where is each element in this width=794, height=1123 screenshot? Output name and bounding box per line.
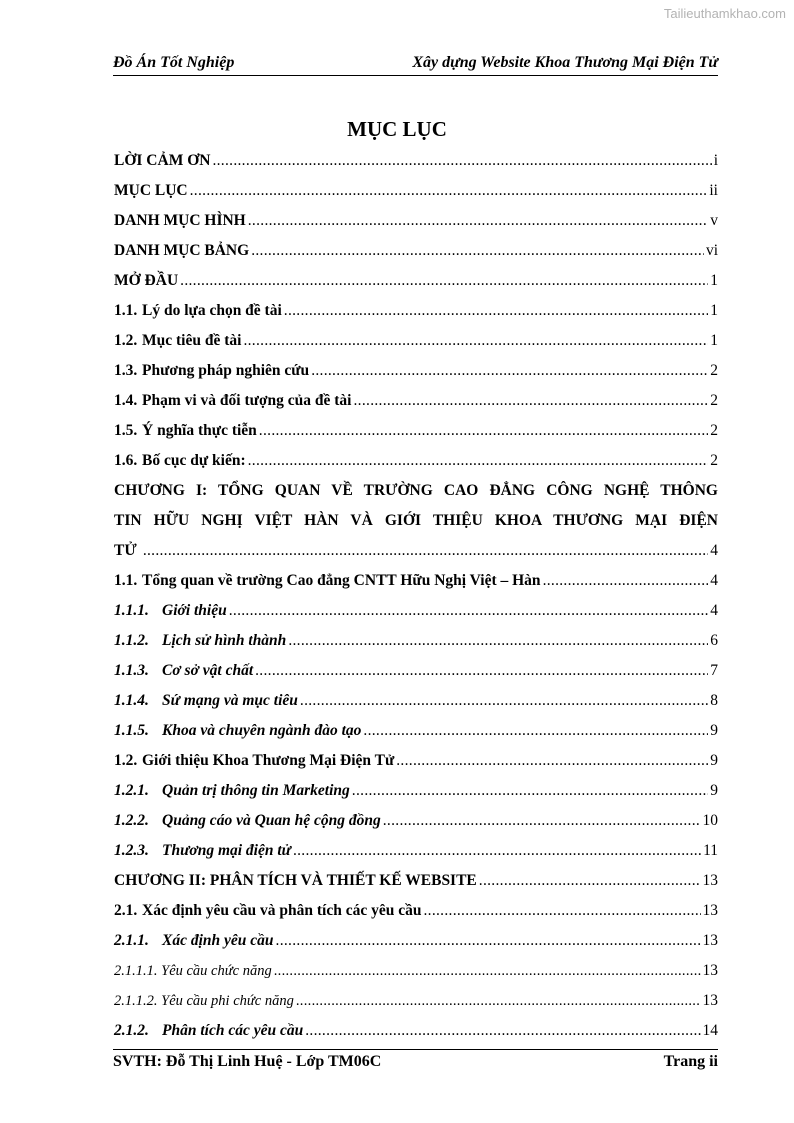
toc-entry-page: 14 [702, 1022, 718, 1039]
toc-leader-dots [276, 926, 701, 956]
toc-entry[interactable] [114, 596, 718, 626]
toc-leader-dots [243, 326, 708, 356]
toc-entry-page: 4 [710, 572, 718, 589]
toc-entry-text: MỞ ĐẦU [114, 272, 179, 289]
toc-leader-dots [543, 566, 709, 596]
toc-leader-dots [363, 716, 708, 746]
toc-entry-text: Bố cục dự kiến: [142, 452, 246, 469]
toc-entry-page: 11 [703, 842, 718, 859]
toc-entry-text: Xác định yêu cầu [162, 932, 274, 949]
toc-entry-number: 1.2.2. [114, 812, 149, 829]
toc-leader-dots [288, 626, 708, 656]
toc-entry[interactable] [114, 146, 718, 176]
toc-entry-number: 1.1.4. [114, 692, 149, 709]
toc-leader-dots [311, 356, 708, 386]
toc-entry-page: 2 [710, 362, 718, 379]
watermark: Tailieuthamkhao.com [663, 6, 786, 21]
toc-entry-page: 6 [710, 632, 718, 649]
toc-entry-number: 1.1. [114, 302, 138, 319]
toc-leader-dots [293, 836, 701, 866]
toc-leader-dots [259, 416, 708, 446]
toc-entry[interactable] [114, 836, 718, 866]
toc-entry[interactable] [114, 356, 718, 386]
toc-entry-page: 13 [702, 962, 718, 979]
toc-entry-text: Giới thiệu Khoa Thương Mại Điện Tử [142, 752, 395, 769]
chapter-line-3-row [114, 536, 718, 566]
toc-entry-page: 9 [710, 782, 718, 799]
footer-page-number: Trang ii [663, 1053, 718, 1070]
toc-entry[interactable] [114, 656, 718, 686]
toc-entry[interactable] [114, 866, 718, 896]
toc-leader-dots [212, 146, 711, 176]
toc-entry-text: Phân tích các yêu cầu [162, 1022, 304, 1039]
toc-entry-page: ii [709, 182, 718, 199]
toc-leader-dots [383, 806, 701, 836]
toc-entry-page: 9 [710, 722, 718, 739]
toc-leader-dots [143, 536, 708, 566]
toc-entry-page: 10 [702, 812, 718, 829]
toc-entry-text: 2.1.1.1. Yêu cầu chức năng [114, 963, 272, 979]
toc-entry-text: Quảng cáo và Quan hệ cộng đồng [162, 812, 381, 829]
toc-leader-dots [479, 866, 701, 896]
toc-entry-page: 7 [710, 662, 718, 679]
toc-entry-text: Sứ mạng và mục tiêu [162, 692, 298, 709]
toc-entry[interactable] [114, 176, 718, 206]
toc-leader-dots [274, 956, 701, 986]
toc-leader-dots [229, 596, 709, 626]
toc-leader-dots [396, 746, 708, 776]
table-of-contents [114, 146, 718, 1046]
toc-entry-number: 1.3. [114, 362, 138, 379]
toc-entry[interactable] [114, 926, 718, 956]
toc-entry[interactable] [114, 686, 718, 716]
toc-leader-dots [180, 266, 708, 296]
toc-leader-dots [284, 296, 708, 326]
toc-entry[interactable] [114, 206, 718, 236]
toc-entry-number: 1.6. [114, 452, 138, 469]
toc-entry-text: Phạm vi và đối tượng của đề tài [142, 392, 352, 409]
toc-entry-text: Lý do lựa chọn đề tài [142, 302, 282, 319]
toc-entry-number: 1.1.3. [114, 662, 149, 679]
toc-entry-page: 9 [710, 752, 718, 769]
toc-entry[interactable] [114, 956, 718, 986]
toc-leader-dots [352, 776, 708, 806]
toc-entry[interactable] [114, 986, 718, 1016]
toc-entry-text: MỤC LỤC [114, 182, 188, 199]
toc-entry-page: v [710, 212, 718, 229]
chapter-line-3: TỬ [114, 542, 137, 559]
toc-leader-dots [255, 656, 708, 686]
toc-entry-text: Lịch sử hình thành [162, 632, 287, 649]
toc-entry-text: Khoa và chuyên ngành đào tạo [162, 722, 362, 739]
toc-entry-text: CHƯƠNG II: PHÂN TÍCH VÀ THIẾT KẾ WEBSITE [114, 872, 477, 889]
header-left: Đồ Án Tốt Nghiệp [113, 54, 235, 71]
toc-entry-page: 2 [710, 422, 718, 439]
toc-entry[interactable] [114, 896, 718, 926]
toc-entry-text: Cơ sở vật chất [162, 662, 254, 679]
toc-entry[interactable] [114, 1016, 718, 1046]
toc-entry[interactable] [114, 416, 718, 446]
toc-entry[interactable] [114, 566, 718, 596]
toc-entry-text: Quản trị thông tin Marketing [162, 782, 350, 799]
toc-entry[interactable] [114, 806, 718, 836]
toc-entry-page: i [713, 152, 718, 169]
toc-entry-page: 1 [710, 302, 718, 319]
toc-chapter-entry[interactable] [114, 476, 718, 566]
toc-entry[interactable] [114, 746, 718, 776]
toc-leader-dots [248, 446, 709, 476]
toc-leader-dots [423, 896, 700, 926]
toc-entry[interactable] [114, 716, 718, 746]
toc-entry[interactable] [114, 626, 718, 656]
toc-entry-number: 1.2.3. [114, 842, 149, 859]
toc-entry[interactable] [114, 236, 718, 266]
toc-entry-page: 13 [702, 992, 718, 1009]
toc-entry-page: 2 [710, 392, 718, 409]
toc-entry[interactable] [114, 446, 718, 476]
toc-leader-dots [296, 986, 701, 1016]
page-footer [113, 1049, 718, 1071]
toc-entry-text: Giới thiệu [162, 602, 227, 619]
toc-entry[interactable] [114, 296, 718, 326]
toc-entry-text: Tổng quan về trường Cao đẳng CNTT Hữu Nghị Việt – Hàn [142, 572, 541, 589]
toc-entry-text: Thương mại điện tử [162, 842, 291, 859]
toc-entry-text: DANH MỤC BẢNG [114, 242, 250, 259]
page-title: MỤC LỤC [347, 117, 447, 141]
toc-entry-page: vi [705, 242, 718, 259]
toc-entry-number: 1.5. [114, 422, 138, 439]
toc-entry-page: 2 [710, 452, 718, 469]
toc-entry-number: 1.2.1. [114, 782, 149, 799]
toc-entry-text: Ý nghĩa thực tiễn [142, 422, 257, 439]
page-header [113, 46, 718, 76]
chapter-line-2: TIN HỮU NGHỊ VIỆT HÀN VÀ GIỚI THIỆU KHOA THƯƠNG MẠI ĐIỆN [114, 512, 718, 529]
chapter-line-1: CHƯƠNG I: TỔNG QUAN VỀ TRƯỜNG CAO ĐẲNG CÔNG NGHỆ THÔNG [114, 482, 718, 499]
toc-entry-number: 1.1.5. [114, 722, 149, 739]
toc-entry-page: 4 [710, 542, 718, 559]
toc-entry-page: 8 [710, 692, 718, 709]
toc-entry-text: Mục tiêu đề tài [142, 332, 242, 349]
toc-entry-number: 1.2. [114, 332, 138, 349]
toc-entry[interactable] [114, 266, 718, 296]
toc-entry-page: 13 [702, 932, 718, 949]
toc-entry-number: 2.1.1. [114, 932, 149, 949]
toc-entry-page: 4 [710, 602, 718, 619]
toc-entry[interactable] [114, 326, 718, 356]
toc-entry-page: 1 [710, 272, 718, 289]
toc-entry-number: 1.1.2. [114, 632, 149, 649]
toc-entry[interactable] [114, 386, 718, 416]
toc-entry-number: 1.1. [114, 572, 138, 589]
toc-leader-dots [248, 206, 709, 236]
toc-leader-dots [300, 686, 708, 716]
toc-entry-page: 13 [702, 872, 718, 889]
toc-entry-number: 1.4. [114, 392, 138, 409]
toc-leader-dots [305, 1016, 700, 1046]
toc-entry-page: 13 [702, 902, 718, 919]
toc-entry-text: LỜI CẢM ƠN [114, 152, 211, 169]
toc-entry-number: 1.1.1. [114, 602, 149, 619]
toc-entry-text: 2.1.1.2. Yêu cầu phi chức năng [114, 993, 294, 1009]
toc-entry-number: 2.1. [114, 902, 138, 919]
toc-entry[interactable] [114, 776, 718, 806]
toc-entry-number: 2.1.2. [114, 1022, 149, 1039]
toc-leader-dots [354, 386, 709, 416]
toc-leader-dots [251, 236, 704, 266]
toc-leader-dots [190, 176, 708, 206]
toc-entry-text: Phương pháp nghiên cứu [142, 362, 310, 379]
toc-entry-page: 1 [710, 332, 718, 349]
header-right: Xây dựng Website Khoa Thương Mại Điện Tử [412, 54, 718, 71]
toc-entry-text: DANH MỤC HÌNH [114, 212, 246, 229]
toc-entry-number: 1.2. [114, 752, 138, 769]
footer-left: SVTH: Đỗ Thị Linh Huệ - Lớp TM06C [113, 1053, 382, 1070]
toc-entry-text: Xác định yêu cầu và phân tích các yêu cầu [142, 902, 422, 919]
